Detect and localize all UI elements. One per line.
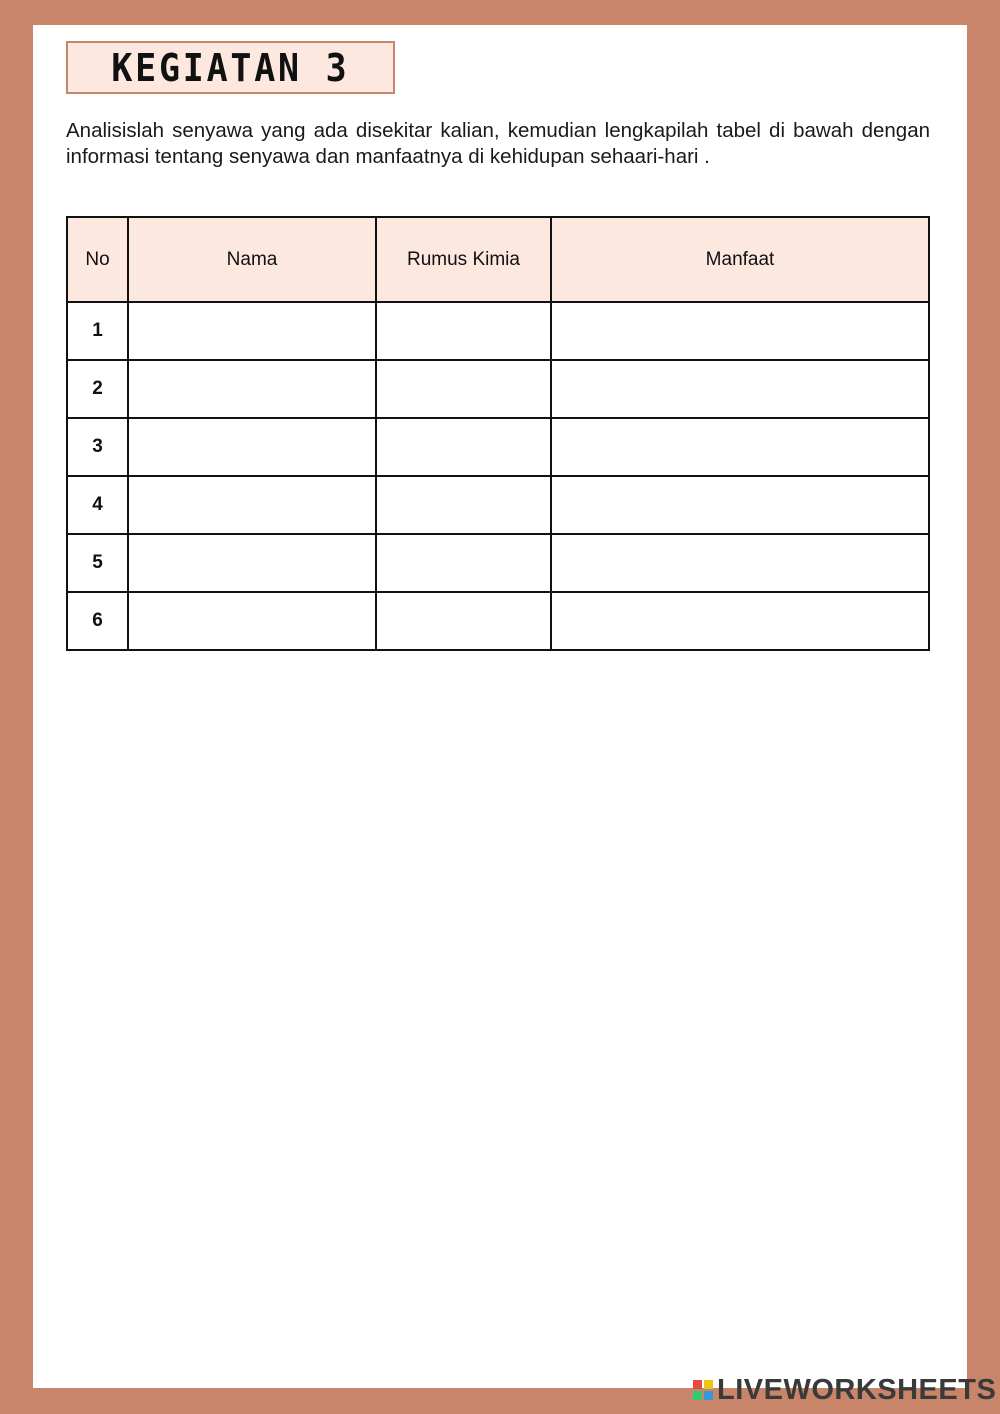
- rumus-kimia-cell[interactable]: [376, 360, 551, 418]
- logo-square-red: [693, 1380, 702, 1389]
- liveworksheets-logo: [693, 1374, 996, 1406]
- manfaat-cell[interactable]: [551, 534, 929, 592]
- header-rumus-kimia: Rumus Kimia: [376, 217, 551, 302]
- rumus-kimia-cell[interactable]: [376, 418, 551, 476]
- rumus-kimia-cell[interactable]: [376, 302, 551, 360]
- brand-name: LIVEWORKSHEETS: [717, 1373, 997, 1406]
- row-number: 3: [67, 418, 128, 476]
- instructions-text: Analisislah senyawa yang ada disekitar kalian, kemudian lengkapilah tabel di bawah dengan informasi tentang senyawa dan manfaatnya di kehidupan sehaari-hari .: [66, 119, 930, 168]
- logo-square-yellow: [704, 1380, 713, 1389]
- table-row: [67, 476, 929, 534]
- table-row: [67, 360, 929, 418]
- liveworksheets-logo-icon: [693, 1380, 713, 1400]
- activity-title: KEGIATAN 3: [111, 45, 350, 90]
- nama-cell[interactable]: [128, 476, 376, 534]
- row-number: 2: [67, 360, 128, 418]
- nama-cell[interactable]: [128, 592, 376, 650]
- nama-cell[interactable]: [128, 302, 376, 360]
- manfaat-cell[interactable]: [551, 360, 929, 418]
- logo-square-blue: [704, 1391, 713, 1400]
- table-header-row: [67, 217, 929, 302]
- manfaat-cell[interactable]: [551, 592, 929, 650]
- rumus-kimia-cell[interactable]: [376, 534, 551, 592]
- table-row: [67, 592, 929, 650]
- manfaat-cell[interactable]: [551, 476, 929, 534]
- nama-cell[interactable]: [128, 534, 376, 592]
- rumus-kimia-cell[interactable]: [376, 476, 551, 534]
- nama-cell[interactable]: [128, 360, 376, 418]
- row-number: 4: [67, 476, 128, 534]
- compound-table: [66, 216, 930, 651]
- header-nama: Nama: [128, 217, 376, 302]
- row-number: 5: [67, 534, 128, 592]
- rumus-kimia-cell[interactable]: [376, 592, 551, 650]
- manfaat-cell[interactable]: [551, 418, 929, 476]
- table-row: [67, 418, 929, 476]
- worksheet-page: [33, 25, 967, 1388]
- activity-title-box: [66, 41, 395, 94]
- manfaat-cell[interactable]: [551, 302, 929, 360]
- row-number: 6: [67, 592, 128, 650]
- header-manfaat: Manfaat: [551, 217, 929, 302]
- logo-square-green: [693, 1391, 702, 1400]
- table-row: [67, 302, 929, 360]
- row-number: 1: [67, 302, 128, 360]
- table-row: [67, 534, 929, 592]
- nama-cell[interactable]: [128, 418, 376, 476]
- header-no: No: [67, 217, 128, 302]
